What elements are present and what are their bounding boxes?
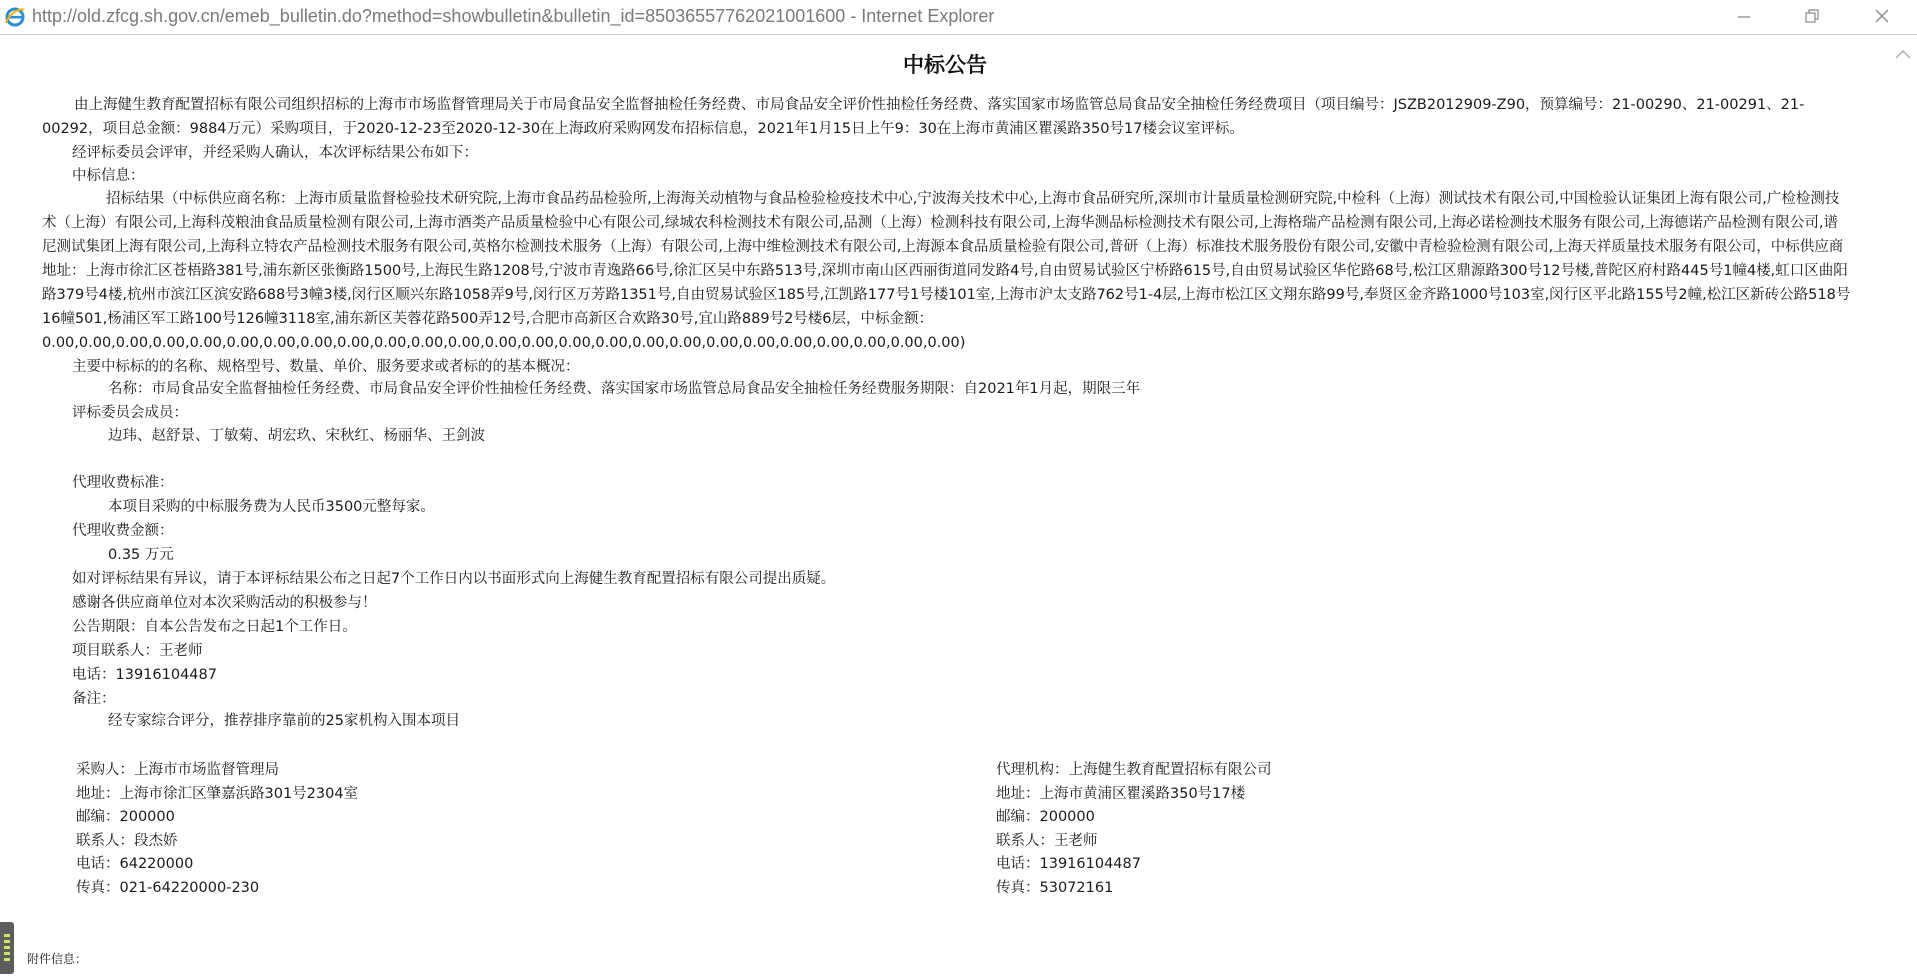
purchaser-phone: 电话：64220000 xyxy=(76,856,194,872)
intro-paragraph: 由上海健生教育配置招标有限公司组织招标的上海市市场监督管理局关于市局食品安全监督抽检任务经费、市局食品安全评价性抽检任务经费、落实国家市场监管总局食品安全抽检任务经费项目（项目编号：JSZB2012909-Z90，预算编号：21-00290、21-00291、21-00292，项目总金额：9884万元）采购项目，于2020-12-23至2020-12-30在上海政府采购网发布招标信息，2021年1月15日上午9：30在上海市黄浦区瞿溪路350号17楼会议室评标。 xyxy=(42,97,1805,137)
subject-text: 名称：市局食品安全监督抽检任务经费、市局食品安全评价性抽检任务经费、落实国家市场监管总局食品安全抽检任务经费服务期限：自2021年1月起，期限三年 xyxy=(108,381,1141,397)
project-contact: 项目联系人：王老师 xyxy=(72,643,203,659)
fee-standard-heading: 代理收费标准： xyxy=(72,475,174,491)
objection-text: 如对评标结果有异议，请于本评标结果公布之日起7个工作日内以书面形式向上海健生教育配置招标有限公司提出质疑。 xyxy=(72,571,836,587)
restore-button[interactable] xyxy=(1792,4,1832,30)
minimize-icon xyxy=(1736,8,1752,24)
purchaser-name: 采购人：上海市市场监督管理局 xyxy=(76,762,279,778)
committee-members: 边玮、赵舒景、丁敏菊、胡宏玖、宋秋红、杨丽华、王剑波 xyxy=(108,428,485,444)
purchaser-address: 地址：上海市徐汇区肇嘉浜路301号2304室 xyxy=(76,785,359,802)
attachment-label: 附件信息： xyxy=(27,952,88,966)
remark-text: 经专家综合评分，推荐排序靠前的25家机构入围本项目 xyxy=(108,713,460,729)
bulletin-content xyxy=(0,35,1890,979)
agency-contact: 联系人：王老师 xyxy=(996,832,1098,849)
remark-heading: 备注： xyxy=(72,691,116,707)
subject-heading: 主要中标标的的名称、规格型号、数量、单价、服务要求或者标的的基本概况： xyxy=(72,359,580,375)
committee-heading: 评标委员会成员： xyxy=(72,405,188,421)
purchaser-fax: 传真：021-64220000-230 xyxy=(76,879,260,896)
period-text: 公告期限：自本公告发布之日起1个工作日。 xyxy=(72,619,357,635)
minimize-button[interactable] xyxy=(1724,4,1764,30)
purchaser-block xyxy=(76,759,358,900)
window-titlebar xyxy=(0,0,1917,35)
window-title: http://old.zfcg.sh.gov.cn/emeb_bulletin.do?method=showbulletin&bulletin_id=85036557762021001600 - Internet Explorer xyxy=(32,6,995,26)
agency-address: 地址：上海市黄浦区瞿溪路350号17楼 xyxy=(996,785,1246,802)
agency-phone: 电话：13916104487 xyxy=(996,856,1141,872)
review-line: 经评标委员会评审，并经采购人确认，本次评标结果公布如下： xyxy=(72,145,478,161)
close-button[interactable] xyxy=(1862,4,1902,30)
fee-standard-text: 本项目采购的中标服务费为人民币3500元整每家。 xyxy=(108,499,435,515)
winner-heading: 中标信息： xyxy=(72,168,145,184)
agency-block xyxy=(996,759,1272,900)
scroll-up-icon[interactable] xyxy=(1893,45,1913,65)
fee-amount-text: 0.35 万元 xyxy=(108,547,174,563)
restore-icon xyxy=(1804,8,1820,24)
internet-explorer-icon xyxy=(4,6,26,28)
project-phone: 电话：13916104487 xyxy=(72,667,217,683)
side-panel-handle[interactable] xyxy=(0,922,14,974)
agency-fax: 传真：53072161 xyxy=(996,879,1114,896)
purchaser-contact: 联系人：段杰娇 xyxy=(76,832,178,849)
close-icon xyxy=(1874,8,1890,24)
thanks-text: 感谢各供应商单位对本次采购活动的积极参与！ xyxy=(72,595,377,611)
page-title: 中标公告 xyxy=(903,53,987,77)
agency-name: 代理机构：上海健生教育配置招标有限公司 xyxy=(996,762,1272,778)
agency-postcode: 邮编：200000 xyxy=(996,809,1095,825)
purchaser-postcode: 邮编：200000 xyxy=(76,809,175,825)
fee-amount-heading: 代理收费金额： xyxy=(72,523,174,539)
winner-info: 招标结果（中标供应商名称：上海市质量监督检验技术研究院,上海市食品药品检验所,上海海关动植物与食品检验检疫技术中心,宁波海关技术中心,上海市食品研究所,深圳市计量质量检测研究院,中检科（上海）测试技术有限公司,中国检验认证集团上海有限公司,广检检测技术（上海）有限公司,上海科茂粮油食品质量检测有限公司,上海市酒类产品质量检验中心有限公司,绿城农科检测技术有限公司,品测（上海）检测科技有限公司,上海华测品标检测技术有限公司,上海格瑞产品检测有限公司,上海必诺检测技术服务有限公司,上海德诺产品检测有限公司,谱尼测试集团上海有限公司,上海科立特农产品检测技术服务有限公司,英格尔检测技术服务（上海）有限公司,上海中维检测技术有限公司,上海源本食品质量检验有限公司,普研（上海）标准技术服务股份有限公司,安徽中青检验检测有限公司,上海天祥质量技术服务有限公司，中标供应商地址：上海市徐汇区苍梧路381号,浦东新区张衡路1500号,上海民生路1208号,宁波市青逸路66号,徐汇区吴中东路513号,深圳市南山区西丽街道同发路4号,自由贸易试验区宁桥路615号,自由贸易试验区华佗路68号,松江区鼎源路300号12号楼,普陀区府村路445号1幢4楼,虹口区曲阳路379号4楼,杭州市滨江区滨安路688号3幢3楼,闵行区顺兴东路1058弄9号,闵行区万芳路1351号,自由贸易试验区185号,江凯路177号1号楼101室,上海市沪太支路762号1-4层,上海市松江区文翔东路99号,奉贤区金齐路1000号103室,闵行区平北路155号2幢,松江区新砖公路518号16幢501,杨浦区军工路100号126幢3118室,浦东新区芙蓉花路500弄12号,合肥市高新区合欢路30号,宜山路889号2号楼6层，中标金额：0.00,0.00,0.00,0.00,0.00,0.00,0.00,0.00,0.00,0.00,0.00,0.00,0.00,0.00,0.00,0.00,0.00,0.00,0.00,0.00,0.00,0.00,0.00,0.00,0.00) xyxy=(42,191,1851,351)
